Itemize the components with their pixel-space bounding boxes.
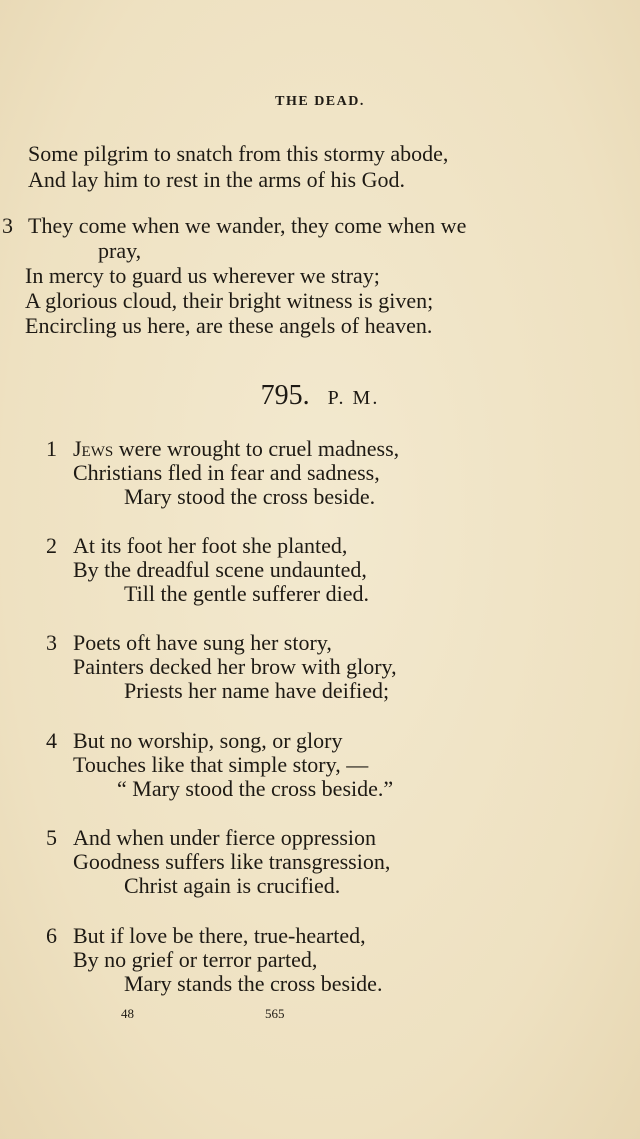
verse-line: A glorious cloud, their bright witness is given; [25, 288, 434, 313]
verse-line: By the dreadful scene undaunted, [73, 557, 367, 582]
verse-line: Priests her name have deified; [124, 678, 390, 703]
hymn-meter: P. M. [327, 387, 380, 409]
stanza-number: 1 [46, 436, 57, 461]
page-number: 565 [265, 1006, 285, 1021]
stanza-number: 3 [2, 213, 13, 238]
running-header: THE DEAD. [275, 94, 365, 109]
verse-line: And when under fierce oppression [73, 825, 377, 850]
signature-mark: 48 [121, 1006, 134, 1021]
verse-line: “ Mary stood the cross beside.” [117, 776, 394, 801]
verse-line: But if love be there, true-hearted, [73, 923, 366, 948]
hymn-title [0, 380, 640, 412]
verse-line: And lay him to rest in the arms of his God. [28, 167, 406, 192]
hymn-number: 795. [260, 380, 310, 411]
verse-line: Encircling us here, are these angels of heaven. [25, 313, 433, 338]
stanza-number: 3 [46, 630, 57, 655]
verse-line: Poets oft have sung her story, [73, 630, 332, 655]
verse-line: Till the gentle sufferer died. [124, 581, 370, 606]
verse-line: Some pilgrim to snatch from this stormy abode, [28, 141, 449, 166]
stanza-number: 4 [46, 728, 57, 753]
stanza-number: 5 [46, 825, 57, 850]
verse-line-rest: were wrought to cruel madness, [113, 436, 400, 461]
first-word: Jews [73, 436, 114, 461]
verse-line: Goodness suffers like transgression, [73, 849, 391, 874]
verse-line: They come when we wander, they come when we [28, 213, 467, 238]
verse-line [73, 436, 399, 462]
verse-line: Mary stood the cross beside. [124, 484, 376, 509]
verse-line: At its foot her foot she planted, [73, 533, 348, 558]
verse-line: By no grief or terror parted, [73, 947, 318, 972]
stanza-number: 2 [46, 533, 57, 558]
verse-line: Christians fled in fear and sadness, [73, 460, 380, 485]
stanza-number: 6 [46, 923, 57, 948]
verse-line: Touches like that simple story, — [73, 752, 369, 777]
verse-line: In mercy to guard us wherever we stray; [25, 263, 380, 288]
verse-line: pray, [98, 238, 142, 263]
verse-line: Painters decked her brow with glory, [73, 654, 397, 679]
verse-line: Christ again is crucified. [124, 873, 341, 898]
verse-line: Mary stands the cross beside. [124, 971, 383, 996]
verse-line: But no worship, song, or glory [73, 728, 343, 753]
